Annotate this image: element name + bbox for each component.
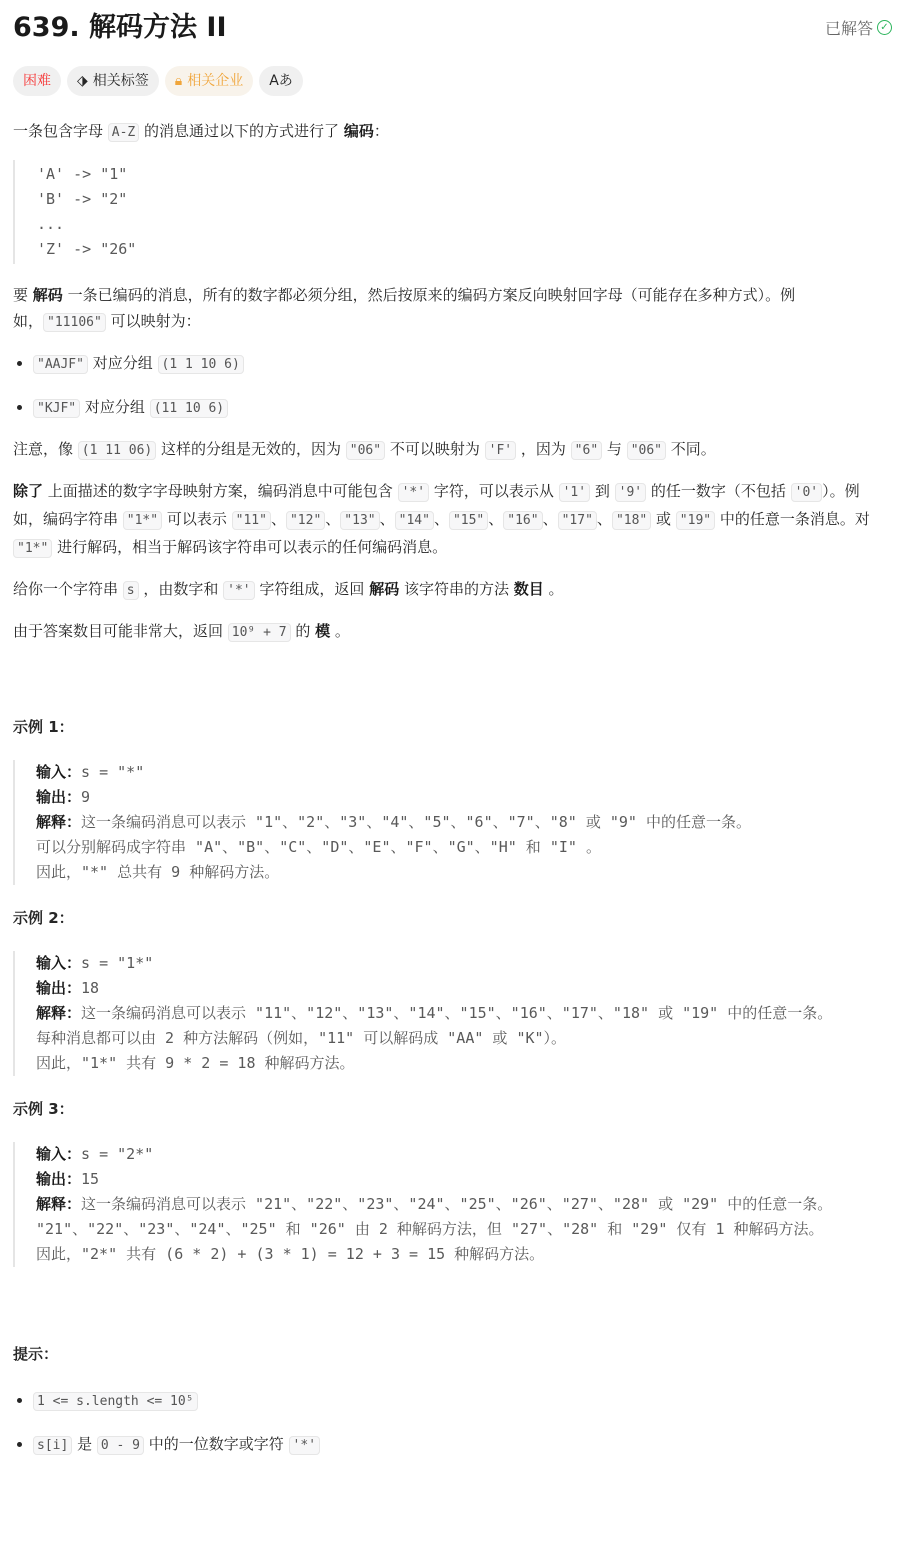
text: 字符组成，返回	[254, 580, 370, 598]
inline-code: 0 - 9	[97, 1436, 144, 1455]
paragraph	[13, 478, 887, 562]
text: 这一条编码消息可以表示 "1"、"2"、"3"、"4"、"5"、"6"、"7"、"8" 或 "9" 中的任意一条。	[81, 813, 751, 831]
list-item	[33, 394, 887, 422]
text: 与	[602, 440, 627, 458]
inline-code: A-Z	[108, 123, 139, 142]
example-line	[36, 1192, 887, 1217]
inline-code: (11 10 6)	[150, 399, 228, 418]
text: 中的任意一条消息。对	[715, 510, 870, 528]
inline-code: "06"	[627, 441, 666, 460]
text: 或	[651, 510, 676, 528]
difficulty-label: 困难	[23, 73, 51, 89]
bold-text: 输入：	[36, 954, 82, 972]
inline-code: "18"	[612, 511, 651, 530]
inline-code: '*'	[398, 483, 429, 502]
bold-text: 输出：	[36, 788, 82, 806]
bold-text: 解码	[32, 286, 63, 304]
inline-code: 'F'	[485, 441, 516, 460]
lock-icon: 🔒︎	[174, 73, 183, 89]
code-line: 'Z' -> "26"	[37, 240, 137, 258]
inline-code: (1 1 10 6)	[158, 355, 244, 374]
example-line	[36, 1242, 887, 1267]
code-block	[13, 160, 887, 264]
bullet-list	[13, 1387, 887, 1459]
text: 对应分组	[87, 354, 158, 372]
list-item	[33, 350, 887, 378]
inline-code: "11106"	[43, 313, 106, 332]
text: 、	[325, 510, 341, 528]
text: ：	[373, 122, 389, 140]
text: 不可以映射为	[385, 440, 485, 458]
topics-tag-button[interactable]	[67, 66, 159, 96]
example-block	[13, 1142, 887, 1267]
list-item	[33, 1387, 887, 1415]
inline-code: '*'	[289, 1436, 320, 1455]
companies-tag-button[interactable]	[165, 66, 253, 96]
paragraph	[13, 618, 887, 646]
bold-text: 解释：	[36, 1004, 82, 1022]
inline-code: "1*"	[123, 511, 162, 530]
text: 的	[290, 622, 316, 640]
section-heading: 提示：	[13, 1345, 59, 1363]
inline-code: "14"	[395, 511, 434, 530]
text: 因此，"2*" 共有 (6 * 2) + (3 * 1) = 12 + 3 = 15 种解码方法。	[36, 1245, 545, 1263]
example-line	[36, 976, 887, 1001]
inline-code: "17"	[558, 511, 597, 530]
inline-code: "KJF"	[33, 399, 80, 418]
solved-status	[825, 16, 892, 39]
bold-text: 解释：	[36, 1195, 82, 1213]
bold-text: 输入：	[36, 1145, 82, 1163]
bullet-list	[13, 350, 887, 422]
bold-text: 数目	[513, 580, 544, 598]
section-heading: 示例 1：	[13, 718, 74, 736]
inline-code: "15"	[449, 511, 488, 530]
text: 这一条编码消息可以表示 "21"、"22"、"23"、"24"、"25"、"26"、"27"、"28" 或 "29" 中的任意一条。	[81, 1195, 833, 1213]
problem-content	[13, 118, 887, 1459]
text: 可以分别解码成字符串 "A"、"B"、"C"、"D"、"E"、"F"、"G"、"H" 和 "I" 。	[36, 838, 601, 856]
inline-code: '1'	[559, 483, 590, 502]
paragraph	[13, 436, 887, 464]
example-line	[36, 1051, 887, 1076]
bold-text: 编码	[343, 122, 374, 140]
inline-code: 10⁹ + 7	[228, 623, 291, 642]
example-line	[36, 1026, 887, 1051]
inline-code: '9'	[615, 483, 646, 502]
tag-icon: ⬗	[77, 73, 88, 89]
text: 可以映射为：	[105, 312, 201, 330]
paragraph	[13, 576, 887, 604]
example-line	[36, 810, 887, 835]
text: 不同。	[666, 440, 716, 458]
page-title: 639. 解码方法 II	[13, 12, 227, 43]
example-line	[36, 785, 887, 810]
text: 可以表示	[162, 510, 232, 528]
example-line	[36, 835, 887, 860]
text: 、	[270, 510, 286, 528]
bold-text: 输出：	[36, 1170, 82, 1188]
text: 18	[81, 979, 100, 997]
list-item	[33, 1431, 887, 1459]
spacer	[13, 1287, 887, 1341]
bold-text: 除了	[13, 482, 44, 500]
text: s = "1*"	[81, 954, 154, 972]
translate-icon: Aあ	[269, 73, 293, 89]
topics-label: 相关标签	[92, 73, 149, 89]
companies-label: 相关企业	[187, 73, 244, 89]
inline-code: "06"	[346, 441, 385, 460]
spacer	[13, 660, 887, 714]
inline-code: "11"	[232, 511, 271, 530]
inline-code: 1 <= s.length <= 10⁵	[33, 1392, 198, 1411]
example-block	[13, 951, 887, 1076]
bold-text: 模	[315, 622, 331, 640]
example-line	[36, 1001, 887, 1026]
solved-label: 已解答	[824, 19, 873, 38]
text: 、	[379, 510, 395, 528]
bold-text: 解释：	[36, 813, 82, 831]
text: 给你一个字符串	[13, 580, 123, 598]
inline-code: "6"	[571, 441, 602, 460]
example-line	[36, 860, 887, 885]
inline-code: "1*"	[13, 539, 52, 558]
example-line	[36, 760, 887, 785]
text: 、	[488, 510, 504, 528]
text: 要	[13, 286, 33, 304]
paragraph	[13, 282, 887, 336]
bold-text: 输出：	[36, 979, 82, 997]
text: 因此，"*" 总共有 9 种解码方法。	[36, 863, 280, 881]
inline-code: '0'	[791, 483, 822, 502]
text: 。	[330, 622, 350, 640]
text: 对应分组	[80, 398, 150, 416]
code-line: 'A' -> "1"	[37, 165, 128, 183]
example-line	[36, 1167, 887, 1192]
example-line	[36, 1217, 887, 1242]
text: 这一条编码消息可以表示 "11"、"12"、"13"、"14"、"15"、"16"、"17"、"18" 或 "19" 中的任意一条。	[81, 1004, 833, 1022]
text: 上面描述的数字字母映射方案，编码消息中可能包含	[43, 482, 398, 500]
text: 是	[72, 1435, 97, 1453]
text: 、	[596, 510, 612, 528]
translate-button[interactable]	[259, 66, 303, 96]
difficulty-badge[interactable]	[13, 66, 61, 96]
text: 注意，像	[13, 440, 78, 458]
text: s = "2*"	[81, 1145, 154, 1163]
inline-code: "AAJF"	[33, 355, 88, 374]
text: ，因为	[516, 440, 571, 458]
inline-code: (1 11 06)	[78, 441, 156, 460]
bold-text: 输入：	[36, 763, 82, 781]
code-line: 'B' -> "2"	[37, 190, 128, 208]
text: "21"、"22"、"23"、"24"、"25" 和 "26" 由 2 种解码方法，但 "27"、"28" 和 "29" 仅有 1 种解码方法。	[36, 1220, 824, 1238]
inline-code: '*'	[223, 581, 254, 600]
text: 因此，"1*" 共有 9 * 2 = 18 种解码方法。	[36, 1054, 355, 1072]
inline-code: s	[123, 581, 139, 600]
text: 中的一位数字或字符	[144, 1435, 289, 1453]
text: 进行解码，相当于解码该字符串可以表示的任何编码消息。	[52, 538, 448, 556]
text: 15	[81, 1170, 100, 1188]
text: 每种消息都可以由 2 种方法解码（例如，"11" 可以解码成 "AA" 或 "K"）。	[36, 1029, 567, 1047]
section-heading: 示例 2：	[13, 909, 74, 927]
check-circle-icon: ✓	[877, 20, 892, 35]
text: 。	[543, 580, 564, 598]
inline-code: "13"	[340, 511, 379, 530]
text: 到	[590, 482, 615, 500]
inline-code: s[i]	[33, 1436, 72, 1455]
inline-code: "19"	[676, 511, 715, 530]
example-line	[36, 1142, 887, 1167]
inline-code: "16"	[503, 511, 542, 530]
text: 9	[81, 788, 91, 806]
text: 、	[542, 510, 558, 528]
code-line: ...	[37, 215, 65, 233]
section-heading: 示例 3：	[13, 1100, 74, 1118]
example-block	[13, 760, 887, 885]
text: 由于答案数目可能非常大，返回	[13, 622, 228, 640]
inline-code: "12"	[286, 511, 325, 530]
example-line	[36, 951, 887, 976]
tag-bar	[13, 66, 887, 96]
text: 的任一数字（不包括	[646, 482, 791, 500]
bold-text: 解码	[369, 580, 400, 598]
paragraph	[13, 118, 887, 146]
text: 该字符串的方法	[399, 580, 514, 598]
text: 这样的分组是无效的，因为	[156, 440, 346, 458]
text: 的消息通过以下的方式进行了	[139, 122, 344, 140]
text: 一条包含字母	[13, 122, 108, 140]
text: 一条已编码的消息，所有的数字都必须分组，然后按原来的编码方案反向映射回字母（可能存在多种方式）。例如，	[13, 286, 796, 330]
text: s = "*"	[81, 763, 145, 781]
text: 字符，可以表示从	[429, 482, 559, 500]
text: ，由数字和	[138, 580, 224, 598]
text: ）。例如，编码字符串	[13, 482, 860, 528]
text: 、	[433, 510, 449, 528]
